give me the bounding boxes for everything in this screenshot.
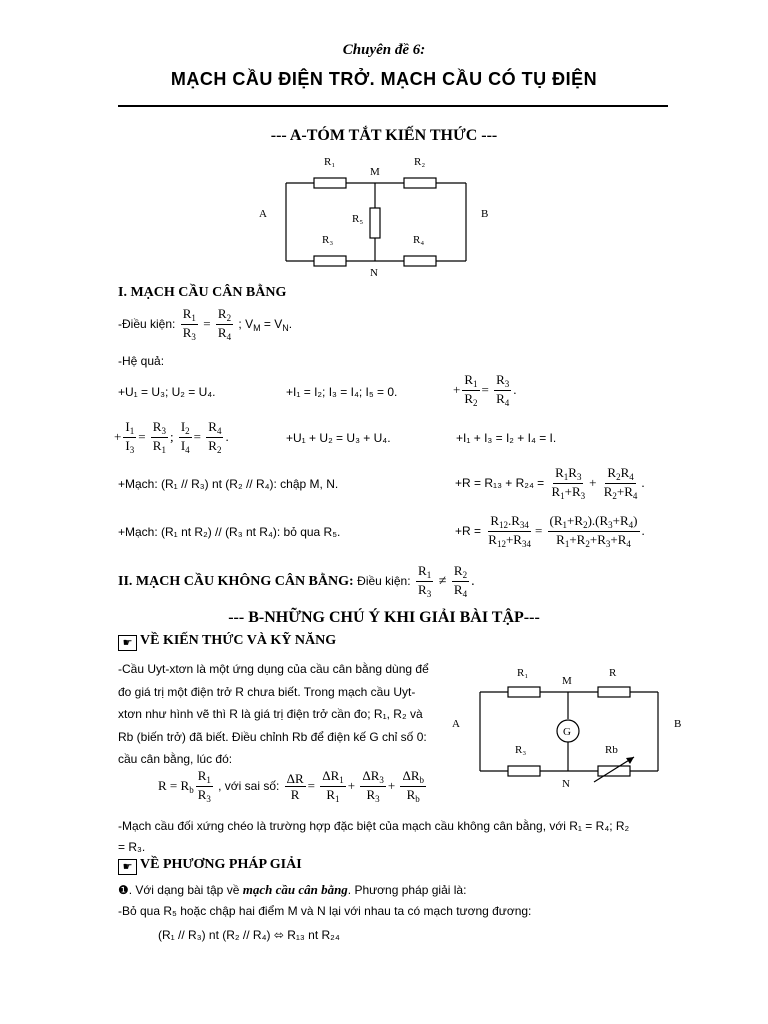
consequence-current: +I₁ = I₂; I₃ = I₄; I₅ = 0. xyxy=(286,385,398,399)
title-divider xyxy=(118,105,668,107)
label-r1: R₁ xyxy=(324,156,336,168)
label-a: A xyxy=(259,208,267,220)
circuit-config-1-resistance: +R = R₁₃ + R₂₄ = $\frac{R_1R_3}{R_1+R_3}$ + $\frac{R_2R_4}{R_2+R_4}$ . xyxy=(455,465,645,502)
label-r1: R₁ xyxy=(517,667,529,679)
pointing-hand-icon: ☛ xyxy=(118,859,137,875)
label-r: R xyxy=(609,667,617,679)
circuit-config-2: +Mạch: (R₁ nt R₂) // (R₃ nt R₄): bỏ qua R₅. xyxy=(118,525,341,539)
method-item-1: ❶. Với dạng bài tập về mạch cầu cân bằng. Phương pháp giải là: xyxy=(118,882,467,897)
wheatstone-bridge-diagram xyxy=(448,655,688,795)
page-title: MẠCH CẦU ĐIỆN TRỞ. MẠCH CẦU CÓ TỤ ĐIỆN xyxy=(170,69,598,89)
subheading-knowledge: ☛ VỀ KIẾN THỨC VÀ KỸ NĂNG xyxy=(118,633,336,651)
method-item-2: -Bỏ qua R₅ hoặc chập hai điểm M và N lại với nhau ta có mạch tương đương: xyxy=(118,904,532,918)
method-item-3: (R₁ // R₃) nt (R₂ // R₄) ⬄ R₁₃ nt R₂₄ xyxy=(158,928,340,942)
label-n: N xyxy=(370,267,378,279)
label-m: M xyxy=(370,166,380,178)
condition-voltage: ; $V_M = V_N$. xyxy=(238,317,293,334)
circuit-config-2-resistance: +R = $\frac{R_{12}.R_{34}}{R_{12}+R_{34}}$ = $\frac{(R_1+R_2).(R_3+R_4)}{R_1+R_2+R_3+R_4}$ . xyxy=(455,513,645,550)
balance-condition: -Điều kiện: $\frac{R_1}{R_3}$ = $\frac{R_2}{R_4}$ ; $V_M = V_N$. xyxy=(118,306,293,343)
condition-label: -Điều kiện: xyxy=(118,317,176,332)
section-b-heading: --- B-NHỮNG CHÚ Ý KHI GIẢI BÀI TẬP--- xyxy=(228,609,540,626)
consequence-voltage: +U₁ = U₃; U₂ = U₄. xyxy=(118,385,216,399)
label-r4: R₄ xyxy=(413,234,425,246)
label-r2: R₂ xyxy=(414,156,426,168)
topic-label: Chuyên đề 6: xyxy=(342,42,426,58)
consequence-current-sum: +I₁ + I₃ = I₂ + I₄ = I. xyxy=(456,431,557,445)
part2-heading: II. MẠCH CẦU KHÔNG CÂN BẰNG: Điều kiện: $\frac{R_1}{R_3}$ ≠ $\frac{R_2}{R_4}$ . xyxy=(118,563,475,600)
symmetric-bridge-note: -Mạch cầu đối xứng chéo là trường hợp đặc biệt của mạch cầu không cân bằng, với R₁ = R₄; R₂ = R₃. xyxy=(118,819,630,854)
consequence-voltage-sum: +U₁ + U₂ = U₃ + U₄. xyxy=(286,431,391,445)
label-g: G xyxy=(563,726,571,738)
label-a: A xyxy=(452,718,460,730)
consequences-label: -Hệ quả: xyxy=(118,354,165,368)
bridge-circuit-diagram xyxy=(250,150,510,280)
label-b: B xyxy=(481,208,489,220)
label-b: B xyxy=(674,718,682,730)
subheading-method: ☛ VỀ PHƯƠNG PHÁP GIẢI xyxy=(118,857,302,875)
consequence-ratio: + $\frac{R_1}{R_2}$ = $\frac{R_3}{R_4}$ . xyxy=(453,372,517,409)
label-rb: Rb xyxy=(605,744,618,756)
part1-heading: I. MẠCH CẦU CÂN BẰNG xyxy=(118,285,287,300)
label-m: M xyxy=(562,675,572,687)
label-n: N xyxy=(562,778,570,790)
wheatstone-paragraph: -Cầu Uyt-xtơn là một ứng dụng của cầu cân bằng dùng để đo giá trị một điện trở R chưa biết. Trong mạch cầu Uyt- xtơn như hình vẽ thì R là giá trị điện trở cần đo; R₁, R₂ và Rb (biến trở) đã biết. Điều chỉnh Rb để điện kế G chỉ số 0: cầu cân bằng, lúc đó: xyxy=(118,662,429,766)
label-r5: R₅ xyxy=(352,213,364,225)
pointing-hand-icon: ☛ xyxy=(118,635,137,651)
circuit-config-1: +Mạch: (R₁ // R₃) nt (R₂ // R₄): chập M, N. xyxy=(118,477,339,491)
wheatstone-formula: $R = R_b$ $\frac{R_1}{R_3}$ , với sai số: $\frac{\Delta R}{R}$ = $\frac{\Delta R_1}{R_1}$ + $\frac{\Delta R_3}{R_3}$ + $\frac{\Delta R_b}{R_b}$ xyxy=(158,768,424,805)
label-r3: R₃ xyxy=(515,744,527,756)
consequence-current-ratio: + $\frac{I_1}{I_3}$ = $\frac{R_3}{R_1}$ ; $\frac{I_2}{I_4}$ = $\frac{R_4}{R_2}$ . xyxy=(114,419,229,456)
label-r3: R₃ xyxy=(322,234,334,246)
section-a-heading: --- A-TÓM TẮT KIẾN THỨC --- xyxy=(270,127,498,144)
